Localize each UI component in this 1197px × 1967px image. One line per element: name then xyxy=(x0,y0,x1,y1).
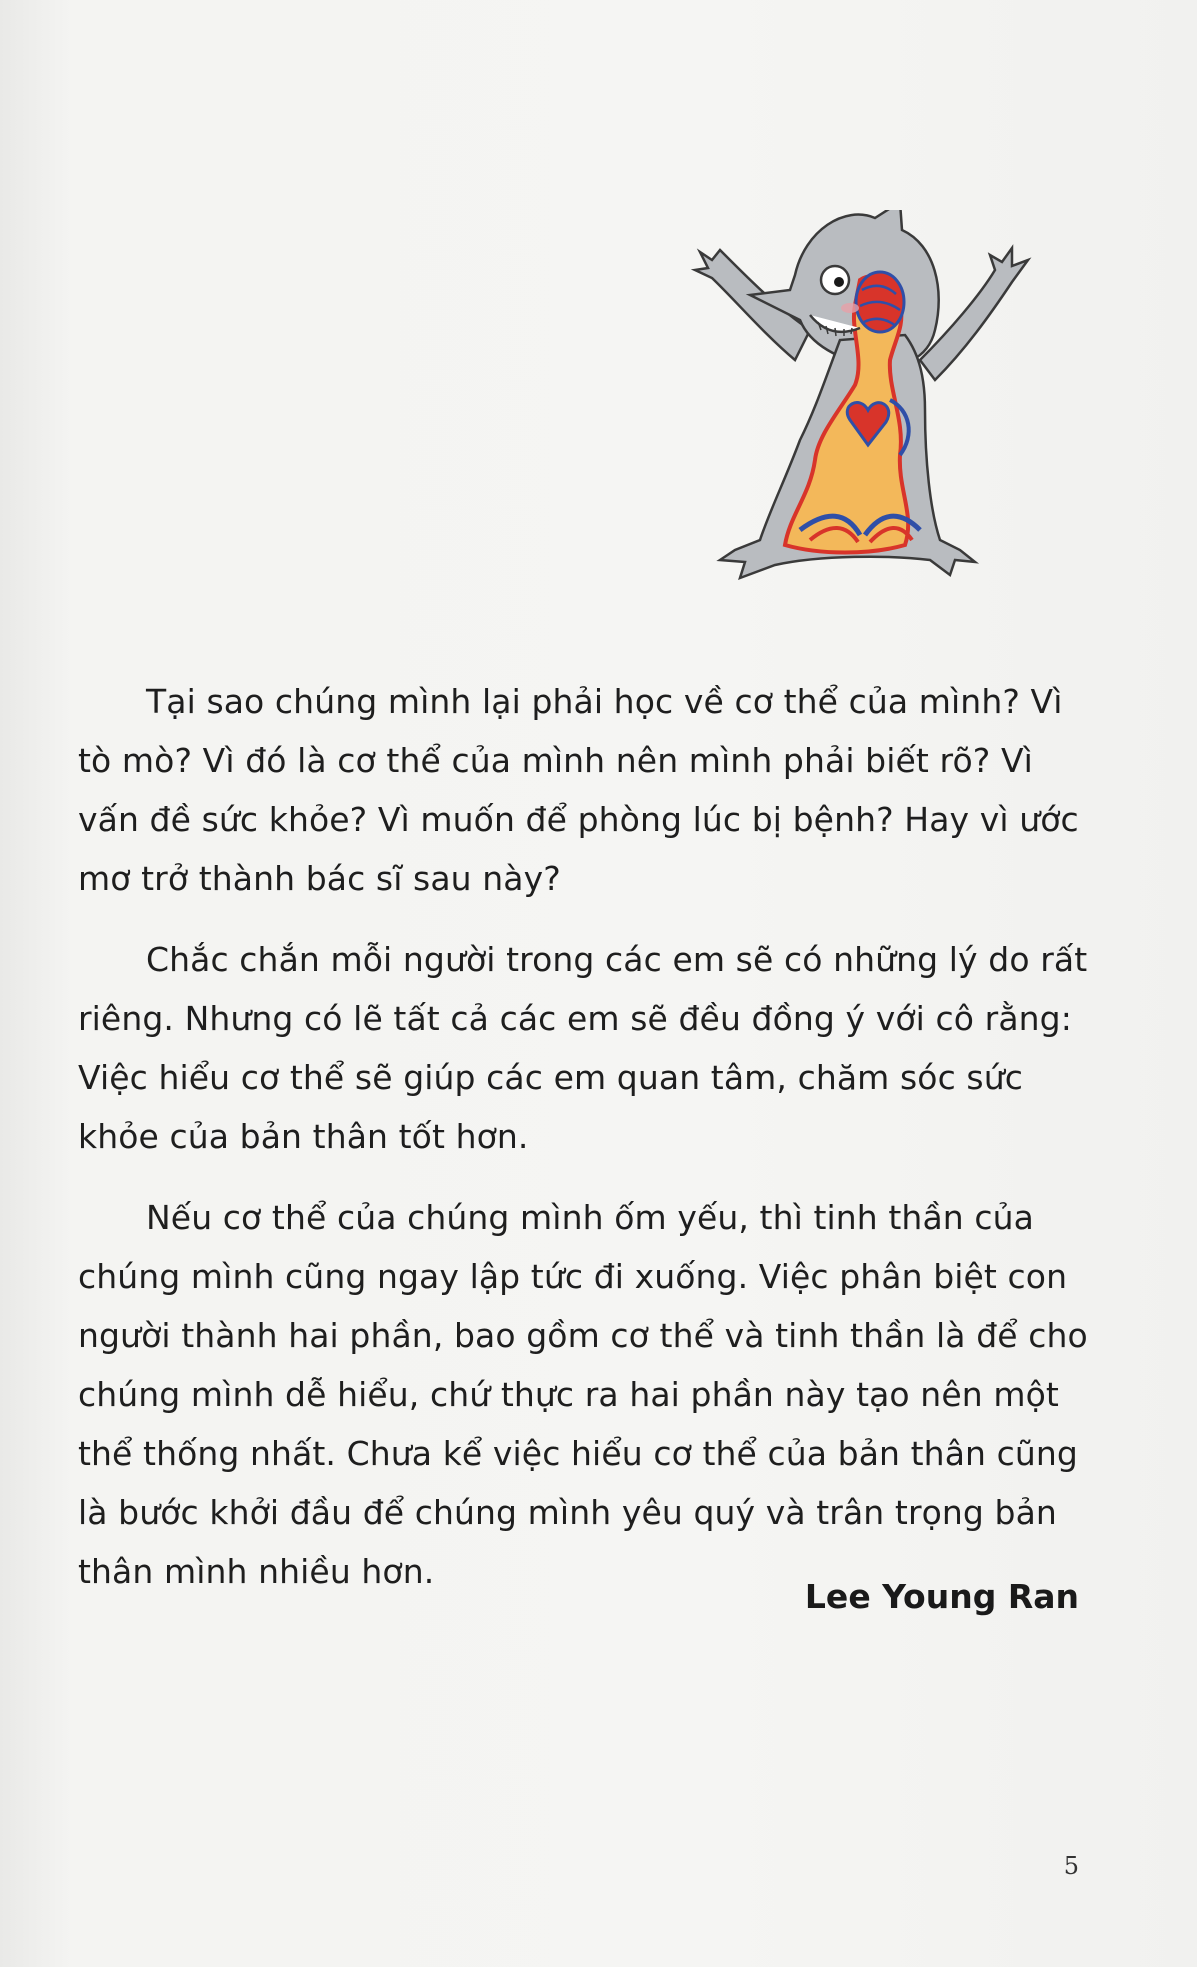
foreword-text xyxy=(78,672,1088,1623)
paragraph-1: Tại sao chúng mình lại phải học về cơ thể của mình? Vì tò mò? Vì đó là cơ thể của mình nên mình phải biết rõ? Vì vấn đề sức khỏe? Vì muốn để phòng lúc bị bệnh? Hay vì ước mơ trở thành bác sĩ sau này? xyxy=(78,682,1079,898)
paragraph-3: Nếu cơ thể của chúng mình ốm yếu, thì tinh thần của chúng mình cũng ngay lập tức đi xuống. Việc phân biệt con người thành hai phần, bao gồm cơ thể và tinh thần là để cho chúng mình dễ hiểu, chứ thực ra hai phần này tạo nên một thể thống nhất. Chưa kể việc hiểu cơ thể của bản thân cũng là bước khởi đầu để chúng mình yêu quý và trân trọng bản thân mình nhiều hơn. xyxy=(78,1198,1088,1591)
page-number: 5 xyxy=(1063,1852,1079,1880)
author-signature: Lee Young Ran xyxy=(804,1577,1079,1616)
paragraph-2: Chắc chắn mỗi người trong các em sẽ có những lý do rất riêng. Nhưng có lẽ tất cả các em sẽ đều đồng ý với cô rằng: Việc hiểu cơ thể sẽ giúp các em quan tâm, chăm sóc sức khỏe của bản thân tốt hơn. xyxy=(78,940,1088,1156)
anatomy-character-illustration xyxy=(690,210,1050,590)
